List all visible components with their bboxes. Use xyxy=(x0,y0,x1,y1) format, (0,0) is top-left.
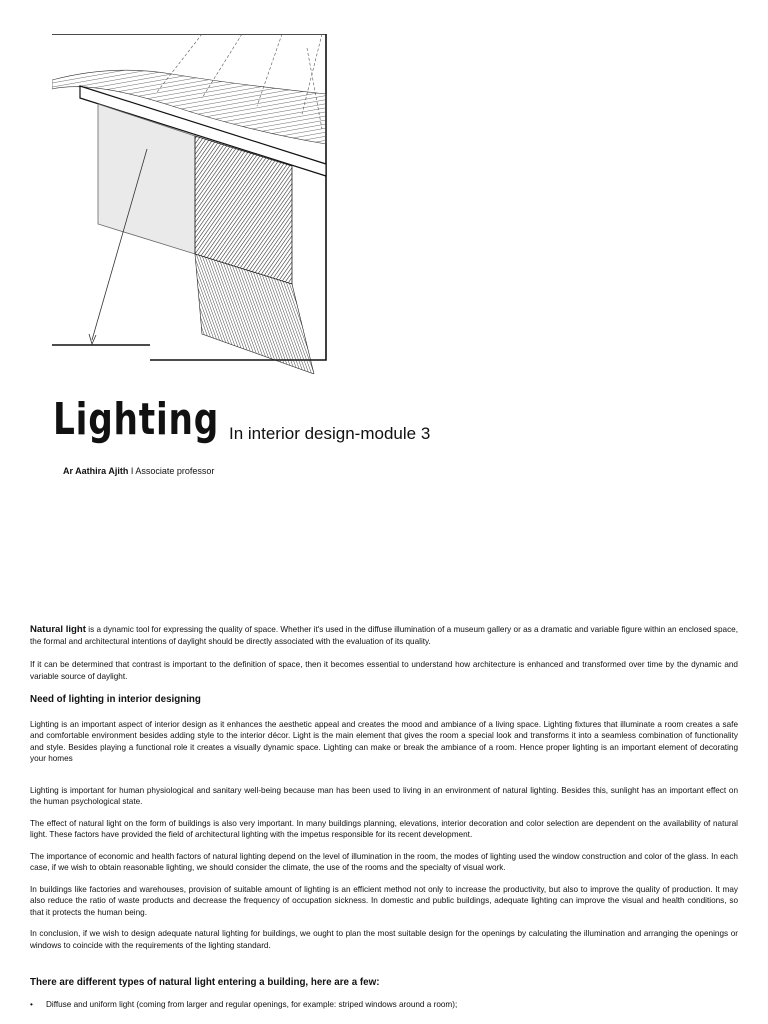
document-body xyxy=(30,624,738,1010)
list-item xyxy=(30,999,738,1011)
paragraph-factories: In buildings like factories and warehouses, provision of suitable amount of lighting is an efficient method not only to increase the productivity, but also to improve the quality of production. It may also reduce the ratio of waste products and decrease the frequency of occupation sickness. In domestic and public buildings, adequate lighting can improve the visual and health conditions, so that it protects the human being. xyxy=(30,884,738,917)
document-subtitle: In interior design-module 3 xyxy=(229,424,431,443)
author-name: Ar Aathira Ajith xyxy=(63,466,129,476)
section-heading-need: Need of lighting in interior designing xyxy=(30,694,201,705)
paragraph-economic: The importance of economic and health factors of natural lighting depend on the level of illumination in the room, the modes of lighting used the window construction and color of the glass. In each case, if we wish to obtain reasonable lighting, we should consider the climate, the use of the rooms and the specialty of visual work. xyxy=(30,851,738,872)
paragraph-natural-light xyxy=(30,624,738,647)
document-title: Lighting xyxy=(53,394,220,445)
paragraph-text: is a dynamic tool for expressing the quality of space. Whether it's used in the diffuse illumination of a museum gallery or as a dramatic and variable figure within an enclosed space, the formal and architectural intentions of daylight should be directly associated with the evaluation of its quality. xyxy=(30,625,739,646)
paragraph-importance: Lighting is an important aspect of interior design as it enhances the aesthetic appeal and creates the mood and ambiance of a living space. Lighting fixtures that illuminate a room creates a safe and comfortable environment besides adding style to the interior décor. Light is the main element that gives the room a special look and transforms it into a seamless combination of functionality and style. Besides playing a functional role it creates a visually dynamic space. Lighting can make or break the ambiance of a room. Hence proper lighting is an important element of decorating your homes xyxy=(30,719,738,763)
paragraph-conclusion: In conclusion, if we wish to design adequate natural lighting for buildings, we ought to plan the most suitable design for the openings by calculating the illumination and arranging the openings or windows to coincide with the requirements of the lighting standard. xyxy=(30,929,738,950)
paragraph-form: The effect of natural light on the form of buildings is also very important. In many buildings planning, elevations, interior decoration and color selection are dependent on the availability of natural light. These factors have provided the field of architectural lighting with the impetus responsible for its recent development. xyxy=(30,818,738,839)
list-item-text: Diffuse and uniform light (coming from larger and regular openings, for example: striped windows around a room); xyxy=(46,999,458,1009)
bullet-icon: • xyxy=(30,999,33,1009)
paragraph-contrast: If it can be determined that contrast is important to the definition of space, then it becomes essential to understand how architecture is enhanced and transformed over time by the dynamic and variable source of daylight. xyxy=(30,660,738,681)
paragraph-lead: Natural light xyxy=(30,624,86,635)
paragraph-physiological: Lighting is important for human physiological and sanitary well-being because man has been used to living in an environment of natural lighting. Besides this, sunlight has an important effect on the human psychological state. xyxy=(30,785,738,806)
daylight-window-sketch xyxy=(52,34,332,374)
section-heading-types: There are different types of natural light entering a building, here are a few: xyxy=(30,977,380,988)
author-line xyxy=(63,466,214,476)
author-role: I Associate professor xyxy=(130,466,215,476)
